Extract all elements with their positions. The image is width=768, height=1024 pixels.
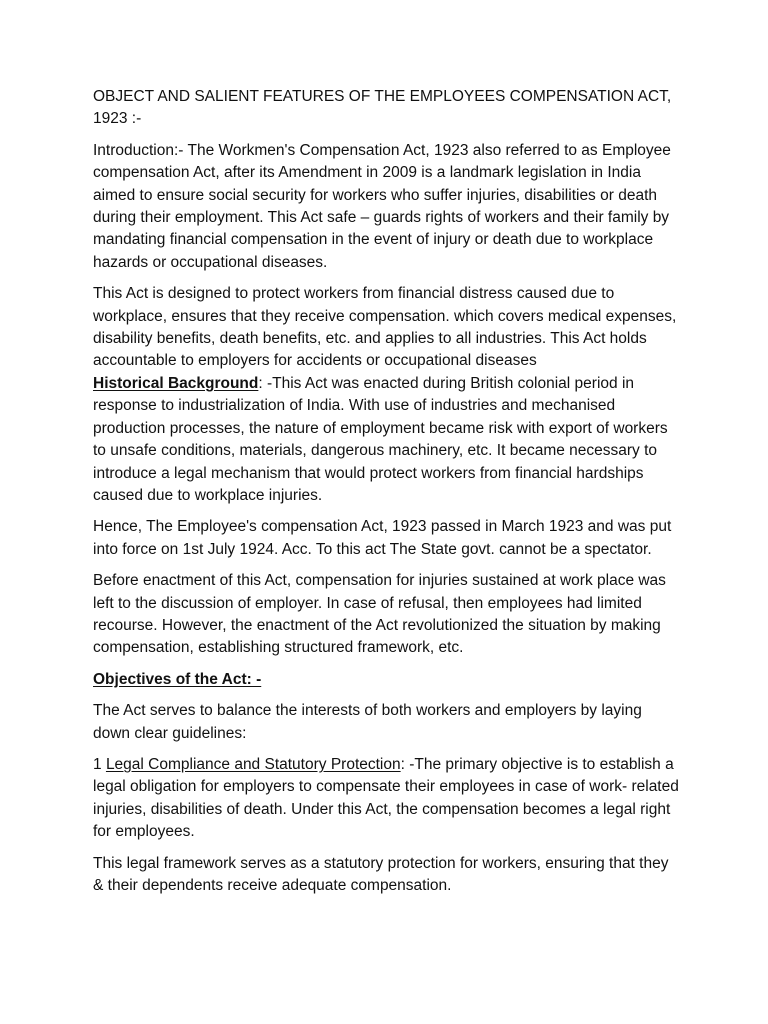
objectives-heading: Objectives of the Act: - <box>93 670 262 688</box>
introduction-paragraph: Introduction:- The Workmen's Compensation Act, 1923 also referred to as Employee compensation Act, after its Amendment in 2009 is a landmark legislation in India aimed to ensure social security for workers who suffer injuries, disabilities or death during their employment. This Act safe – guards rights of workers and their family by mandating financial compensation in the event of injury or death due to workplace hazards or occupational diseases. <box>93 141 671 271</box>
design-paragraph: This Act is designed to protect workers from financial distress caused due to workplace, ensures that they receive compensation. which covers medical expenses, disability benefits, death benefits, etc. and applies to all industries. This Act holds accountable to employers for accidents or occupational diseases <box>93 285 677 370</box>
objective-1-heading: Legal Compliance and Statutory Protection <box>105 755 401 773</box>
hence-paragraph: Hence, The Employee's compensation Act, 1923 passed in March 1923 and was put into force on 1st July 1924. Acc. To this act The State govt. cannot be a spectator. <box>93 518 672 558</box>
objectives-intro-paragraph: The Act serves to balance the interests of both workers and employers by laying down clear guidelines: <box>93 702 642 742</box>
historical-background-text: : -This Act was enacted during British colonial period in response to industrialization of India. With use of industries and mechanised production processes, the nature of employment became risk with export of workers to unsafe conditions, materials, dangerous machinery, etc. It became necessary to introduce a legal mechanism that would protect workers from financial hardships caused due to workplace injuries. <box>93 374 668 504</box>
objectives-heading-paragraph <box>93 669 683 691</box>
objective-1-text: : -The primary objective is to establish a legal obligation for employers to compensate their employees in case of work- related injuries, disabilities of death. Under this Act, the compensation becomes a legal right for employees. <box>93 755 679 841</box>
objective-1-number: 1 <box>93 755 106 773</box>
framework-paragraph: This legal framework serves as a statutory protection for workers, ensuring that they & their dependents receive adequate compensation. <box>93 854 669 894</box>
historical-background-heading: Historical Background <box>93 374 259 392</box>
historical-background-paragraph <box>93 373 683 507</box>
document-body <box>93 86 683 906</box>
document-title: OBJECT AND SALIENT FEATURES OF THE EMPLOYEES COMPENSATION ACT, 1923 :- <box>93 88 672 128</box>
before-enactment-paragraph: Before enactment of this Act, compensation for injuries sustained at work place was left to the discussion of employer. In case of refusal, then employees had limited recourse. However, the enactment of the Act revolutionized the situation by making compensation, establishing structured framework, etc. <box>93 572 666 657</box>
objective-1-paragraph <box>93 754 683 844</box>
